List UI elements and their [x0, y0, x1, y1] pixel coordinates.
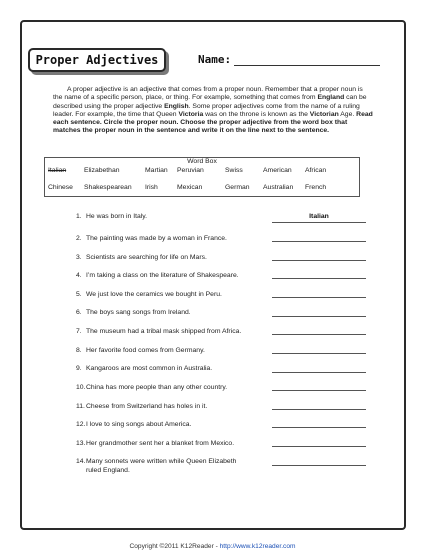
question-number: 13. [76, 440, 86, 447]
question-12 [76, 421, 266, 430]
question-9 [76, 365, 266, 374]
question-number: 1. [76, 213, 82, 220]
question-11 [76, 403, 266, 412]
answer-4-line[interactable] [272, 278, 366, 279]
answer-11-line[interactable] [272, 409, 366, 410]
question-2 [76, 235, 266, 244]
intro-english: English [164, 102, 189, 110]
answer-5-line[interactable] [272, 297, 366, 298]
word-box-word: Australian [263, 184, 294, 191]
answer-1-line[interactable] [272, 222, 366, 223]
question-7 [76, 328, 266, 337]
question-4 [76, 272, 266, 281]
word-box-word: German [225, 184, 250, 191]
question-text: The painting was made by a woman in France. [86, 235, 227, 242]
question-text: Kangaroos are most common in Australia. [86, 365, 213, 372]
question-text: Her favorite food comes from Germany. [86, 347, 205, 354]
question-number: 12. [76, 421, 86, 428]
question-number: 3. [76, 254, 82, 261]
question-text: We just love the ceramics we bought in Peru. [86, 291, 222, 298]
word-box-word: Italian [48, 167, 67, 174]
question-3 [76, 254, 266, 263]
word-box-word: Martian [145, 167, 168, 174]
question-number: 5. [76, 291, 82, 298]
question-text: He was born in Italy. [86, 213, 148, 220]
answer-8-line[interactable] [272, 353, 366, 354]
name-field [198, 53, 380, 66]
question-5 [76, 291, 266, 300]
word-box-word: Elizabethan [84, 167, 120, 174]
answer-2-line[interactable] [272, 241, 366, 242]
question-text: China has more people than any other country. [86, 384, 228, 391]
copyright-text: Copyright ©2011 K12Reader - [129, 543, 220, 550]
answer-13-line[interactable] [272, 446, 366, 447]
answer-1-text: Italian [309, 213, 329, 220]
word-box-word: American [263, 167, 292, 174]
word-box-word: Irish [145, 184, 158, 191]
word-box-title: Word Box [187, 158, 217, 165]
intro-text-4: was on the throne is known as the [203, 110, 310, 118]
question-number: 6. [76, 309, 82, 316]
question-10 [76, 384, 266, 393]
answer-3-line[interactable] [272, 260, 366, 261]
question-number: 14. [76, 458, 86, 465]
question-13 [76, 440, 266, 449]
answer-14-line[interactable] [272, 465, 366, 466]
intro-text-5: Age. [338, 110, 357, 118]
question-14 [76, 458, 266, 475]
answer-9-line[interactable] [272, 372, 366, 373]
k12reader-link[interactable]: http://www.k12reader.com [219, 543, 296, 550]
title-box [28, 48, 166, 72]
word-box-word: French [305, 184, 327, 191]
word-box-word: Swiss [225, 167, 243, 174]
question-number: 9. [76, 365, 82, 372]
word-box-word: Peruvian [177, 167, 204, 174]
question-text: I’m taking a class on the literature of Shakespeare. [86, 272, 239, 279]
question-text: Her grandmother sent her a blanket from Mexico. [86, 440, 235, 447]
question-text: I love to sing songs about America. [86, 421, 192, 428]
question-text-continued: ruled England. [86, 466, 130, 474]
question-text: Many sonnets were written while Queen Elizabeth [86, 458, 237, 465]
question-text: Cheese from Switzerland has holes in it. [86, 403, 208, 410]
question-text: The museum had a tribal mask shipped from Africa. [86, 328, 242, 335]
question-number: 11. [76, 403, 85, 410]
intro-text-3: . Some proper adjectives come from the name of a ruling leader. For example, the time that Queen [53, 102, 360, 118]
intro-text-1: A proper adjective is an adjective that comes from a proper noun. Remember that a proper noun is the name of a specific person, place, or thing. For example, something that comes from [53, 86, 363, 102]
name-label: Name: [198, 53, 232, 66]
question-6 [76, 309, 266, 318]
question-number: 4. [76, 272, 82, 279]
intro-paragraph [53, 86, 373, 136]
word-box-word: African [305, 167, 327, 174]
answer-7-line[interactable] [272, 334, 366, 335]
question-number: 2. [76, 235, 82, 242]
word-box-word: Mexican [177, 184, 203, 191]
answer-12-line[interactable] [272, 427, 366, 428]
question-text: The boys sang songs from Ireland. [86, 309, 191, 316]
word-box [44, 157, 360, 197]
footer [0, 544, 425, 550]
intro-victoria: Victoria [178, 110, 204, 118]
answer-6-line[interactable] [272, 316, 366, 317]
intro-england: England [317, 94, 345, 102]
answer-10-line[interactable] [272, 390, 366, 391]
question-8 [76, 347, 266, 356]
question-1 [76, 213, 266, 222]
word-box-word: Chinese [48, 184, 73, 191]
page-title: Proper Adjectives [35, 53, 159, 67]
intro-text-2: can be described using the proper adjective [53, 94, 367, 110]
question-number: 8. [76, 347, 82, 354]
instructions: Read each sentence. Circle the proper noun. Choose the proper adjective from the word box that matches the proper noun in the sentence and write it on the line next to the sentence. [53, 110, 373, 135]
question-number: 10. [76, 384, 86, 391]
word-box-word: Shakespearean [84, 184, 132, 191]
question-number: 7. [76, 328, 82, 335]
name-line [234, 54, 380, 66]
question-text: Scientists are searching for life on Mars. [86, 254, 207, 261]
intro-victorian: Victorian [309, 110, 339, 118]
